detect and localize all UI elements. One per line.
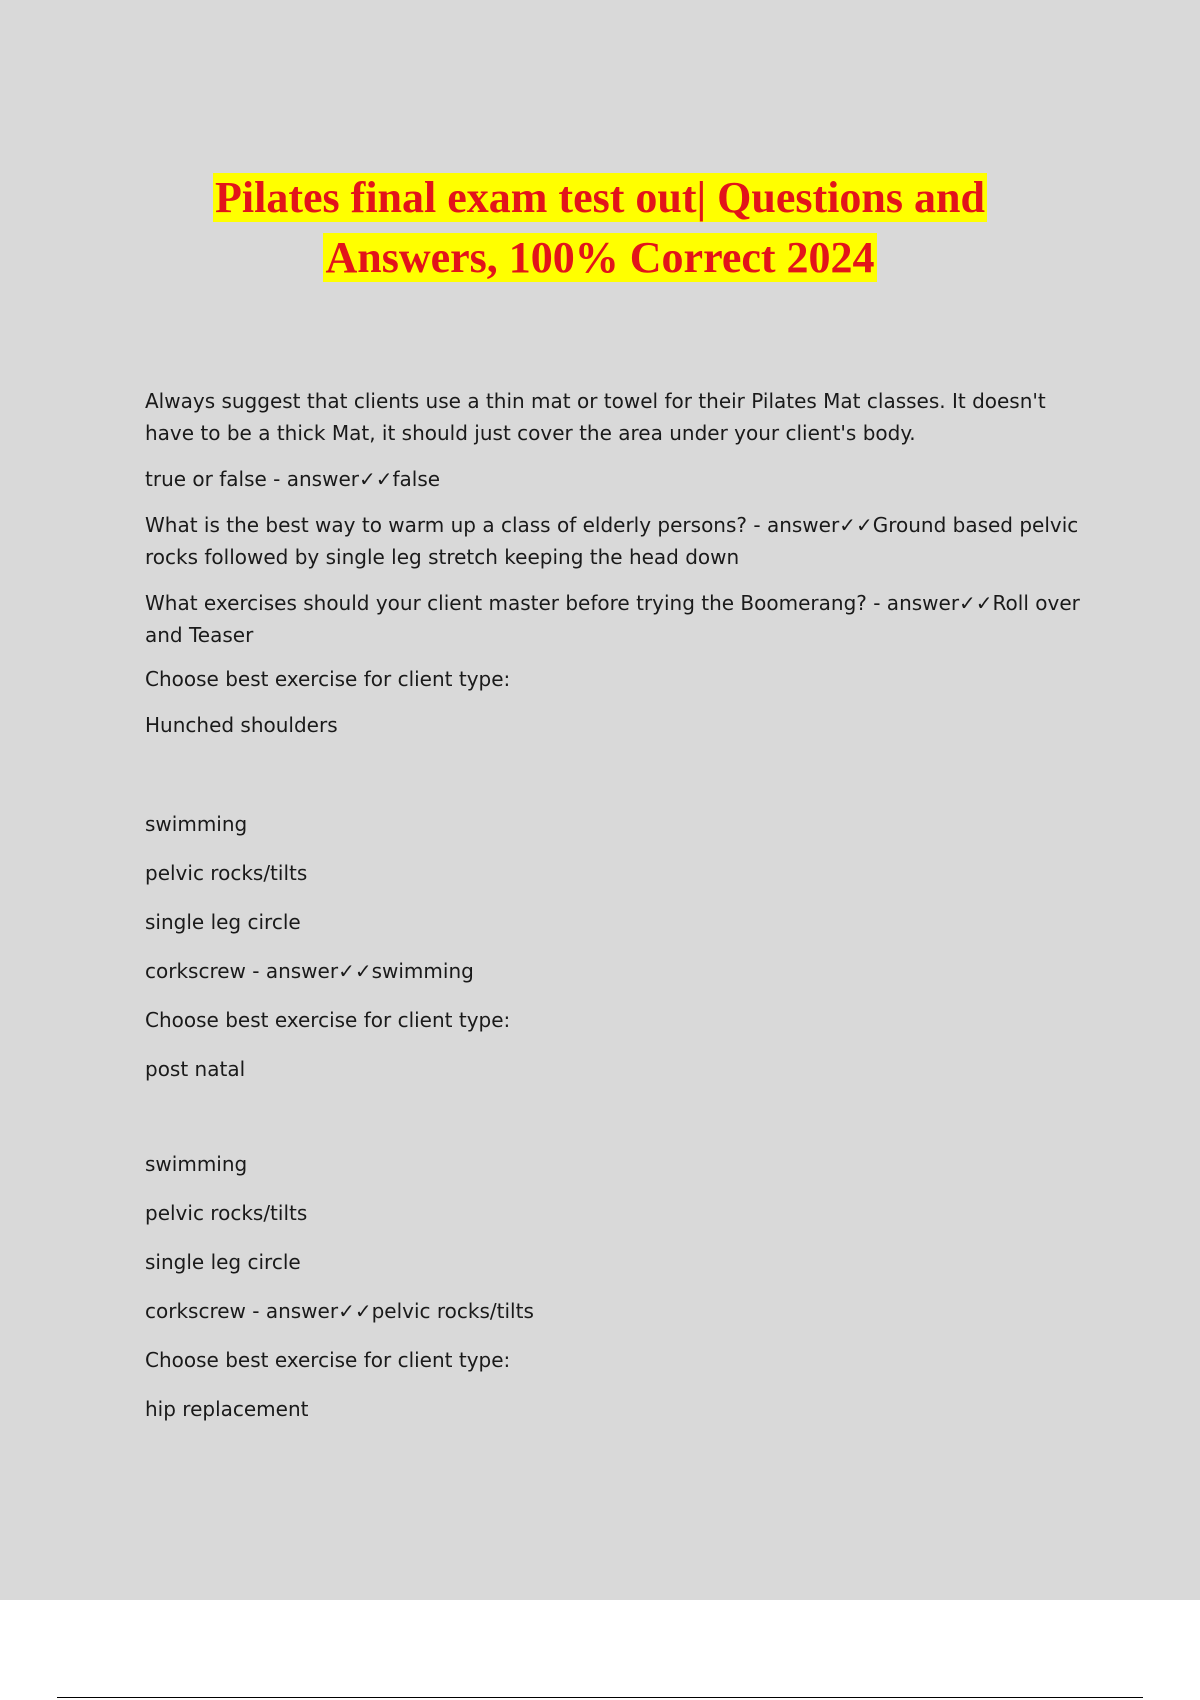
question-paragraph: Choose best exercise for client type:	[145, 667, 511, 691]
option-paragraph: single leg circle	[145, 1250, 301, 1274]
option-paragraph: single leg circle	[145, 910, 301, 934]
option-paragraph: pelvic rocks/tilts	[145, 1201, 308, 1225]
option-paragraph: swimming	[145, 812, 248, 836]
question-paragraph: Choose best exercise for client type:	[145, 1348, 511, 1372]
answer-paragraph: corkscrew - answer✓✓pelvic rocks/tilts	[145, 1299, 534, 1323]
question-paragraph: Choose best exercise for client type:	[145, 1008, 511, 1032]
title-line-2: Answers, 100% Correct 2024	[325, 233, 875, 282]
client-type-paragraph: post natal	[145, 1057, 246, 1081]
client-type-paragraph: Hunched shoulders	[145, 713, 338, 737]
question-paragraph: What is the best way to warm up a class of elderly persons? - answer✓✓Ground based pelvic rocks followed by single leg stretch keeping the head down	[145, 513, 1079, 569]
client-type-paragraph: hip replacement	[145, 1397, 309, 1421]
option-paragraph: pelvic rocks/tilts	[145, 861, 308, 885]
answer-paragraph: corkscrew - answer✓✓swimming	[145, 959, 474, 983]
document-body	[145, 385, 1080, 1425]
question-paragraph: Always suggest that clients use a thin mat or towel for their Pilates Mat classes. It doesn't have to be a thick Mat, it should just cover the area under your client's body.	[145, 389, 1046, 445]
footer-rule	[57, 1697, 1143, 1698]
title-line-1: Pilates final exam test out| Questions and	[215, 173, 985, 222]
question-paragraph: What exercises should your client master before trying the Boomerang? - answer✓✓Roll over and Teaser	[145, 591, 1080, 647]
answer-paragraph: true or false - answer✓✓false	[145, 467, 441, 491]
option-paragraph: swimming	[145, 1152, 248, 1176]
document-title	[0, 168, 1200, 288]
